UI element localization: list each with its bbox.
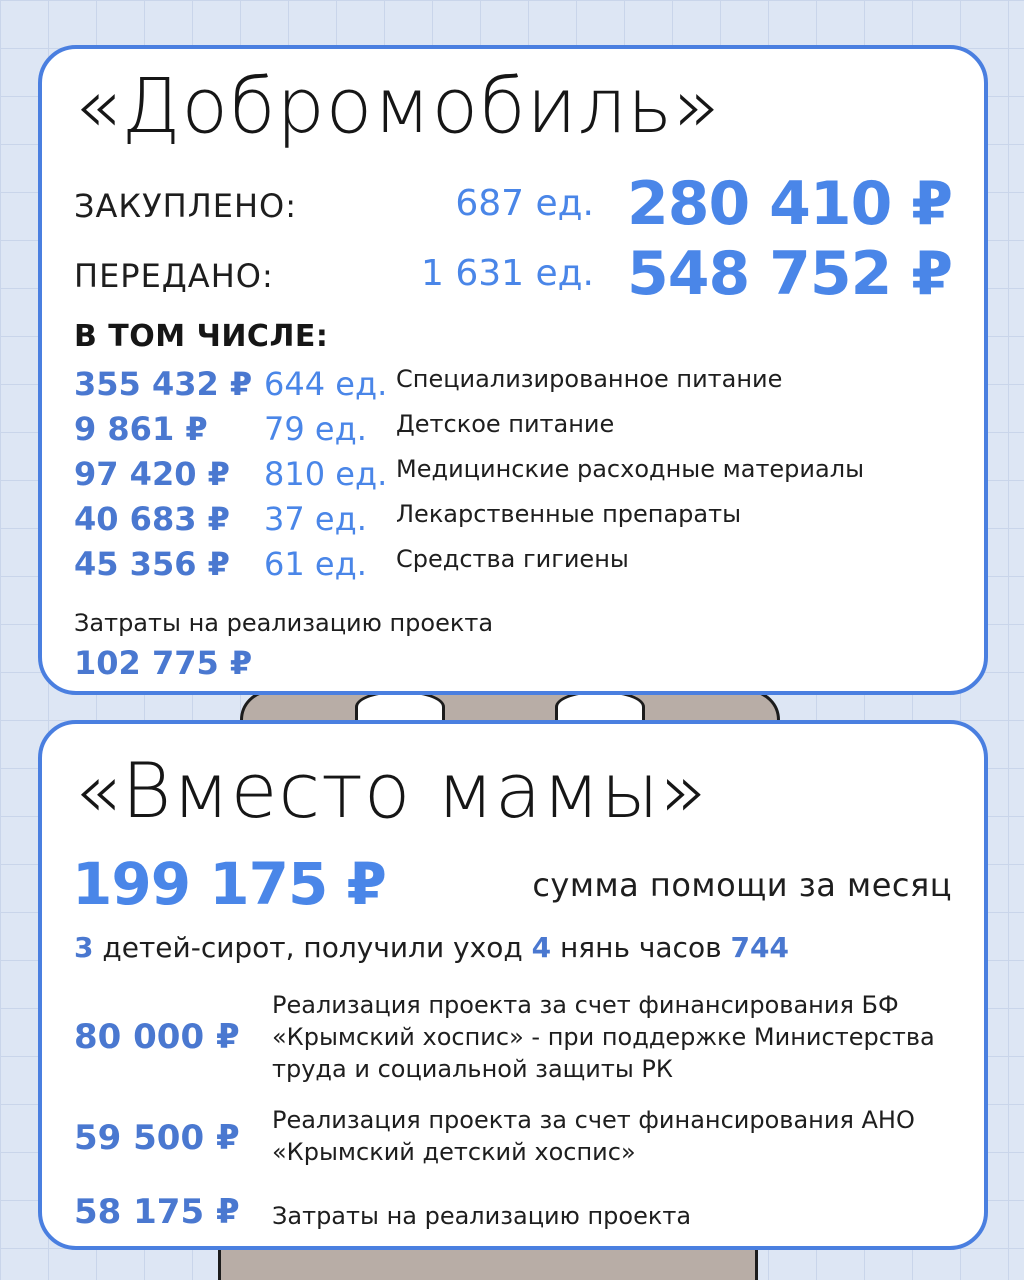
item-amount: 355 432 ₽ xyxy=(74,365,253,403)
vmesto-mamy-card xyxy=(38,720,988,1250)
list-item xyxy=(74,500,954,545)
item-units: 37 ед. xyxy=(264,500,367,538)
vmesto-mamy-title: «Вместо мамы» xyxy=(74,746,708,835)
funding-amount: 80 000 ₽ xyxy=(74,1017,240,1057)
item-name: Специализированное питание xyxy=(396,365,783,393)
item-name: Лекарственные препараты xyxy=(396,500,742,528)
funding-amount: 59 500 ₽ xyxy=(74,1118,240,1158)
item-units: 644 ед. xyxy=(264,365,388,403)
monthly-sum-caption: сумма помощи за месяц xyxy=(532,866,952,904)
transferred-label: ПЕРЕДАНО: xyxy=(74,257,274,295)
purchased-amount: 280 410 ₽ xyxy=(626,169,952,239)
funding-text: Реализация проекта за счет финансирования БФ «Крымский хоспис» - при поддержке Министерства труда и социальной защиты РК xyxy=(272,991,935,1083)
purchased-units: 687 ед. xyxy=(455,183,594,224)
transferred-units: 1 631 ед. xyxy=(421,253,594,294)
item-amount: 97 420 ₽ xyxy=(74,455,230,493)
item-amount: 45 356 ₽ xyxy=(74,545,230,583)
list-item xyxy=(74,410,954,455)
stats-line xyxy=(74,931,789,964)
children-count: 3 xyxy=(74,931,94,964)
list-item xyxy=(74,545,954,590)
item-amount: 9 861 ₽ xyxy=(74,410,208,448)
including-label: В ТОМ ЧИСЛЕ: xyxy=(74,319,329,354)
item-name: Средства гигиены xyxy=(396,545,629,573)
funding-row xyxy=(74,1104,964,1174)
item-units: 61 ед. xyxy=(264,545,367,583)
funding-text: Реализация проекта за счет финансирования АНО «Крымский детский хоспис» xyxy=(272,1106,915,1166)
item-name: Медицинские расходные материалы xyxy=(396,455,865,483)
dobromobil-title: «Добромобиль» xyxy=(74,61,721,150)
list-item xyxy=(74,365,954,410)
character-eye-right xyxy=(555,690,645,724)
purchased-label: ЗАКУПЛЕНО: xyxy=(74,187,297,225)
transferred-amount: 548 752 ₽ xyxy=(626,239,952,309)
item-units: 79 ед. xyxy=(264,410,367,448)
item-units: 810 ед. xyxy=(264,455,388,493)
nannies-text: нянь часов xyxy=(560,931,722,964)
monthly-sum: 199 175 ₽ xyxy=(72,850,386,918)
project-cost-label: Затраты на реализацию проекта xyxy=(74,609,494,637)
funding-text: Затраты на реализацию проекта xyxy=(272,1202,692,1230)
dobromobil-card xyxy=(38,45,988,695)
character-eye-left xyxy=(355,690,445,724)
item-amount: 40 683 ₽ xyxy=(74,500,230,538)
children-text: детей-сирот, получили уход xyxy=(102,931,523,964)
list-item xyxy=(74,455,954,500)
project-cost-value: 102 775 ₽ xyxy=(74,644,253,682)
funding-row xyxy=(74,1192,964,1232)
funding-amount: 58 175 ₽ xyxy=(74,1192,240,1232)
funding-row xyxy=(74,989,964,1089)
nannies-count: 4 xyxy=(531,931,552,964)
hours-count: 744 xyxy=(730,931,789,964)
item-name: Детское питание xyxy=(396,410,615,438)
